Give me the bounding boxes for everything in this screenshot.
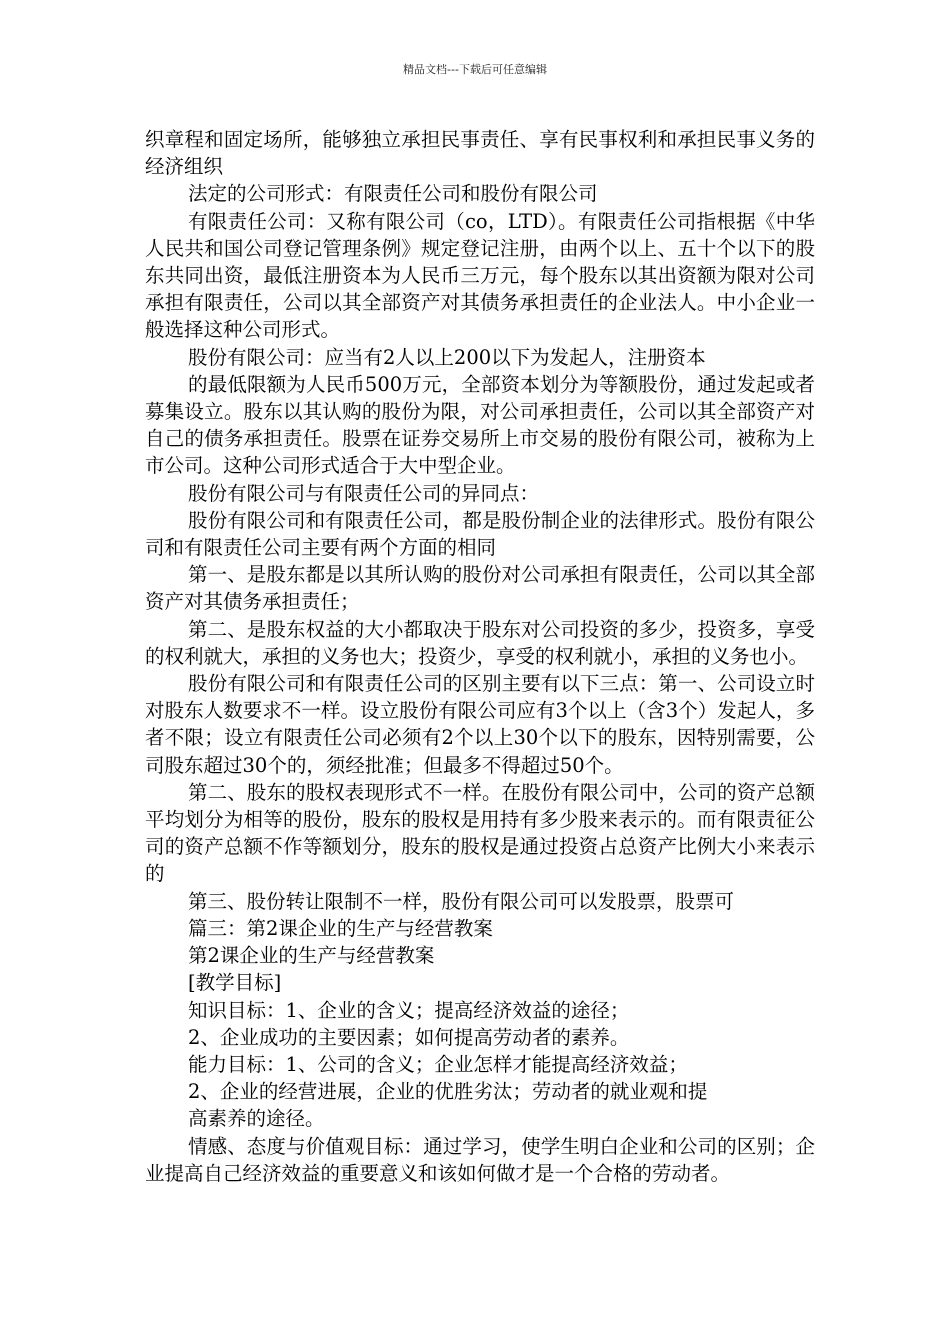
paragraph: 有限责任公司：又称有限公司（co，LTD）。有限责任公司指根据《中华人民共和国公司登记管理条例》规定登记注册，由两个以上、五十个以下的股东共同出资，最低注册资本为人民币三万元，每个股东以其出资额为限对公司承担有限责任，公司以其全部资产对其债务承担责任的企业法人。中小企业一般选择这种公司形式。 [145,209,815,342]
paragraph: 第二、是股东权益的大小都取决于股东对公司投资的多少，投资多，享受的权利就大，承担的义务也大；投资少，享受的权利就小，承担的义务也小。 [145,617,815,668]
paragraph: 知识目标：1、企业的含义；提高经济效益的途径； [188,998,630,1022]
paragraph: 股份有限公司与有限责任公司的异同点： [188,481,540,505]
paragraph: 2、企业的经营进展，企业的优胜劣汰；劳动者的就业观和提 [188,1080,708,1104]
page-header: 精品文档---下载后可任意编辑 [403,63,547,76]
paragraph: 的最低限额为人民币500万元，全部资本划分为等额股份，通过发起或者募集设立。股东以其认购的股份为限，对公司承担责任，公司以其全部资产对自己的债务承担责任。股票在证券交易所上市交易的股份有限公司，被称为上市公司。这种公司形式适合于大中型企业。 [145,372,815,478]
paragraph: 股份有限公司：应当有2人以上200以下为发起人，注册资本 [188,345,706,369]
paragraph: 股份有限公司和有限责任公司，都是股份制企业的法律形式。股份有限公司和有限责任公司主要有两个方面的相同 [145,508,815,560]
paragraph: 股份有限公司和有限责任公司的区别主要有以下三点：第一、公司设立时对股东人数要求不一样。设立股份有限公司应有3个以上（含3个）发起人，多者不限；设立有限责任公司必须有2个以上30个以下的股东，因特别需要，公司股东超过30个的，须经批准；但最多不得超过50个。 [145,672,815,777]
paragraph: 能力目标：1、公司的含义；企业怎样才能提高经济效益； [188,1052,688,1076]
teaching-goals-heading: [教学目标] [188,971,282,995]
paragraph: 第二、股东的股权表现形式不一样。在股份有限公司中，公司的资产总额平均划分为相等的股份，股东的股权是用持有多少股来表示的。而有限责征公司的资产总额不作等额划分，股东的股权是通过投资占总资产比例大小来表示的 [145,780,815,886]
paragraph: 情感、态度与价值观目标：通过学习，使学生明白企业和公司的区别；企业提高自己经济效益的重要意义和该如何做才是一个合格的劳动者。 [145,1134,815,1185]
paragraph: 高素养的途径。 [188,1107,325,1131]
document-body [145,126,815,1187]
paragraph: 第一、是股东都是以其所认购的股份对公司承担有限责任，公司以其全部资产对其债务承担责任； [145,563,815,614]
paragraph: 法定的公司形式：有限责任公司和股份有限公司 [188,182,598,206]
paragraph: 第三、股份转让限制不一样，股份有限公司可以发股票，股票可 [188,889,735,913]
lesson-title: 第2课企业的生产与经营教案 [188,944,435,968]
paragraph: 2、企业成功的主要因素；如何提高劳动者的素养。 [188,1025,630,1049]
section-heading: 篇三：第2课企业的生产与经营教案 [188,916,493,940]
paragraph: 织章程和固定场所，能够独立承担民事责任、享有民事权利和承担民事义务的经济组织 [145,128,815,179]
